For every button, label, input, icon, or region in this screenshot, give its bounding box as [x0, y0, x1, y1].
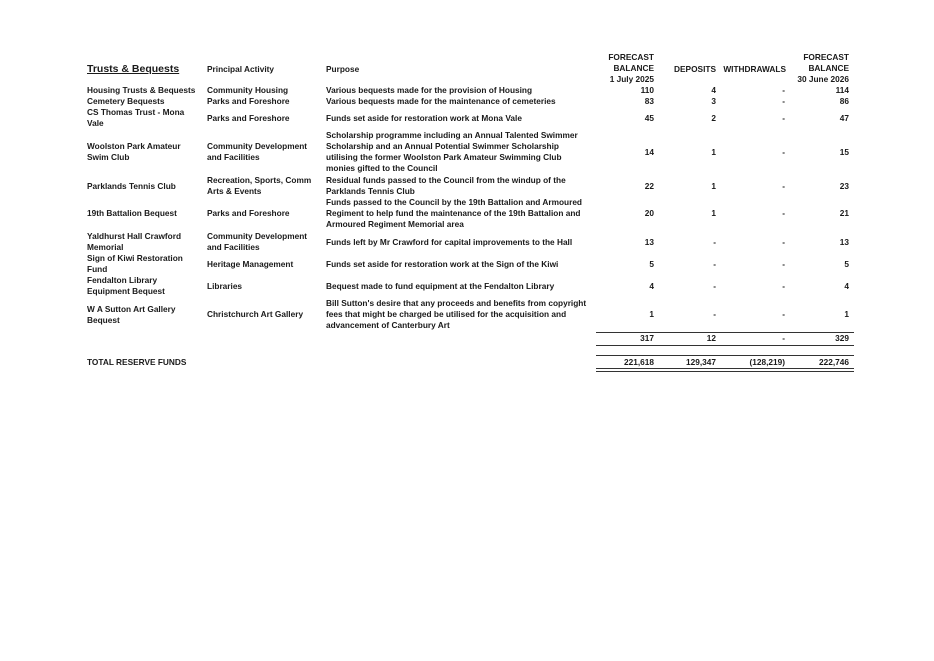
closing-header-line2: BALANCE [808, 63, 849, 73]
subtotal-underline [596, 345, 854, 346]
closing-header-line3: 30 June 2026 [797, 74, 849, 84]
principal-activity: Christchurch Art Gallery [207, 309, 304, 319]
withdrawals: - [782, 236, 785, 247]
closing-balance: 21 [839, 208, 849, 218]
purpose: Funds left by Mr Crawford for capital improvements to the Hall [326, 236, 573, 247]
deposits: - [713, 309, 716, 319]
opening-header-line1: FORECAST [608, 52, 654, 62]
closing-balance: 13 [839, 236, 849, 247]
total-row [0, 357, 934, 368]
purpose: Scholarship programme including an Annual Talented Swimmer Scholarship and an Annual Potential Swimmer Scholarship utilising the former Woolston Park Amateur Swimming Club monies gifted to the Council [326, 130, 578, 173]
subtotal-deposits: 12 [706, 333, 716, 343]
opening-balance: 13 [644, 236, 654, 247]
table-row [0, 197, 934, 230]
closing-balance: 114 [835, 85, 849, 95]
principal-activity: Community Development and Facilities [207, 231, 308, 252]
withdrawals: - [782, 146, 785, 157]
deposits: - [713, 280, 716, 291]
opening-balance: 110 [640, 85, 654, 95]
opening-balance: 22 [644, 180, 654, 191]
withdrawals: - [782, 85, 785, 95]
withdrawals: - [782, 112, 785, 123]
purpose: Bill Sutton's desire that any proceeds and benefits from copyright fees that might be charged be utilised for the acquisition and advancement of Canterbury Art [326, 298, 587, 330]
opening-balance: 45 [644, 112, 654, 123]
trust-name: Parklands Tennis Club [87, 180, 176, 191]
trust-name: Housing Trusts & Bequests [87, 85, 196, 95]
table-row [0, 85, 934, 96]
opening-balance: 1 [649, 309, 654, 319]
principal-activity: Libraries [207, 280, 243, 291]
purpose: Various bequests made for the provision of Housing [326, 85, 533, 95]
deposits: 1 [711, 180, 716, 191]
table-row [0, 275, 934, 297]
withdrawals-header: WITHDRAWALS [723, 64, 786, 74]
trust-name: W A Sutton Art Gallery Bequest [87, 303, 176, 325]
purpose: Bequest made to fund equipment at the Fendalton Library [326, 280, 555, 291]
total-withdrawals: (128,219) [749, 357, 785, 367]
purpose-header: Purpose [326, 64, 360, 74]
opening-header-line2: BALANCE [613, 63, 654, 73]
trust-name: Fendalton Library Equipment Bequest [87, 275, 165, 296]
closing-balance: 86 [839, 96, 849, 106]
closing-balance: 4 [844, 280, 849, 291]
opening-balance: 20 [644, 208, 654, 218]
total-double-underline [596, 368, 854, 372]
deposits: 4 [711, 85, 716, 95]
withdrawals: - [782, 280, 785, 291]
purpose: Funds set aside for restoration work at Mona Vale [326, 112, 522, 123]
principal-activity: Heritage Management [207, 258, 294, 269]
total-opening: 221,618 [624, 357, 654, 367]
total-closing: 222,746 [819, 357, 849, 367]
withdrawals: - [782, 258, 785, 269]
withdrawals: - [782, 180, 785, 191]
withdrawals: - [782, 208, 785, 218]
deposits: - [713, 236, 716, 247]
principal-activity: Parks and Foreshore [207, 208, 290, 218]
opening-balance: 83 [644, 96, 654, 106]
purpose: Funds set aside for restoration work at the Sign of the Kiwi [326, 258, 559, 269]
subtotal-opening: 317 [640, 333, 654, 343]
table-row [0, 130, 934, 174]
principal-activity: Community Development and Facilities [207, 141, 308, 162]
deposits: 3 [711, 96, 716, 106]
trust-name: Woolston Park Amateur Swim Club [87, 141, 181, 162]
trust-name: Cemetery Bequests [87, 96, 165, 106]
purpose: Various bequests made for the maintenance of cemeteries [326, 96, 556, 106]
total-deposits: 129,347 [686, 357, 716, 367]
trust-name: Sign of Kiwi Restoration Fund [87, 253, 183, 274]
deposits-header: DEPOSITS [674, 64, 716, 74]
total-rule [596, 355, 854, 356]
trust-name: CS Thomas Trust - Mona Vale [87, 107, 185, 128]
deposits: 1 [711, 146, 716, 157]
withdrawals: - [782, 96, 785, 106]
table-row [0, 231, 934, 253]
closing-balance: 5 [844, 258, 849, 269]
principal-activity: Parks and Foreshore [207, 112, 290, 123]
opening-balance: 14 [644, 146, 654, 157]
withdrawals: - [782, 309, 785, 319]
table-row [0, 298, 934, 331]
trust-name: Yaldhurst Hall Crawford Memorial [87, 231, 182, 252]
opening-balance: 4 [649, 280, 654, 291]
closing-balance: 15 [839, 146, 849, 157]
opening-balance: 5 [649, 258, 654, 269]
principal-activity: Community Housing [207, 85, 289, 95]
opening-header-line3: 1 July 2025 [609, 74, 654, 84]
subtotal-closing: 329 [835, 333, 849, 343]
closing-balance: 1 [844, 309, 849, 319]
table-row [0, 96, 934, 107]
closing-balance: 23 [839, 180, 849, 191]
table-row [0, 107, 934, 129]
subtotal-row [0, 333, 934, 344]
principal-activity-header: Principal Activity [207, 64, 275, 74]
purpose: Funds passed to the Council by the 19th Battalion and Armoured Regiment to help fund the maintenance of the 19th Battalion and Armoured Regiment Memorial area [326, 197, 582, 229]
deposits: 1 [711, 208, 716, 218]
deposits: - [713, 258, 716, 269]
principal-activity: Recreation, Sports, Comm Arts & Events [207, 175, 312, 196]
trust-name: 19th Battalion Bequest [87, 208, 177, 218]
closing-balance: 47 [839, 112, 849, 123]
opening-balance-header [596, 52, 654, 85]
subtotal-withdrawals: - [782, 333, 785, 343]
total-label: TOTAL RESERVE FUNDS [87, 357, 187, 367]
section-title: Trusts & Bequests [87, 63, 180, 75]
deposits: 2 [711, 112, 716, 123]
table-row [0, 253, 934, 275]
closing-balance-header [788, 52, 849, 85]
table-row [0, 175, 934, 197]
purpose: Residual funds passed to the Council from the windup of the Parklands Tennis Club [326, 175, 566, 196]
closing-header-line1: FORECAST [803, 52, 849, 62]
principal-activity: Parks and Foreshore [207, 96, 290, 106]
